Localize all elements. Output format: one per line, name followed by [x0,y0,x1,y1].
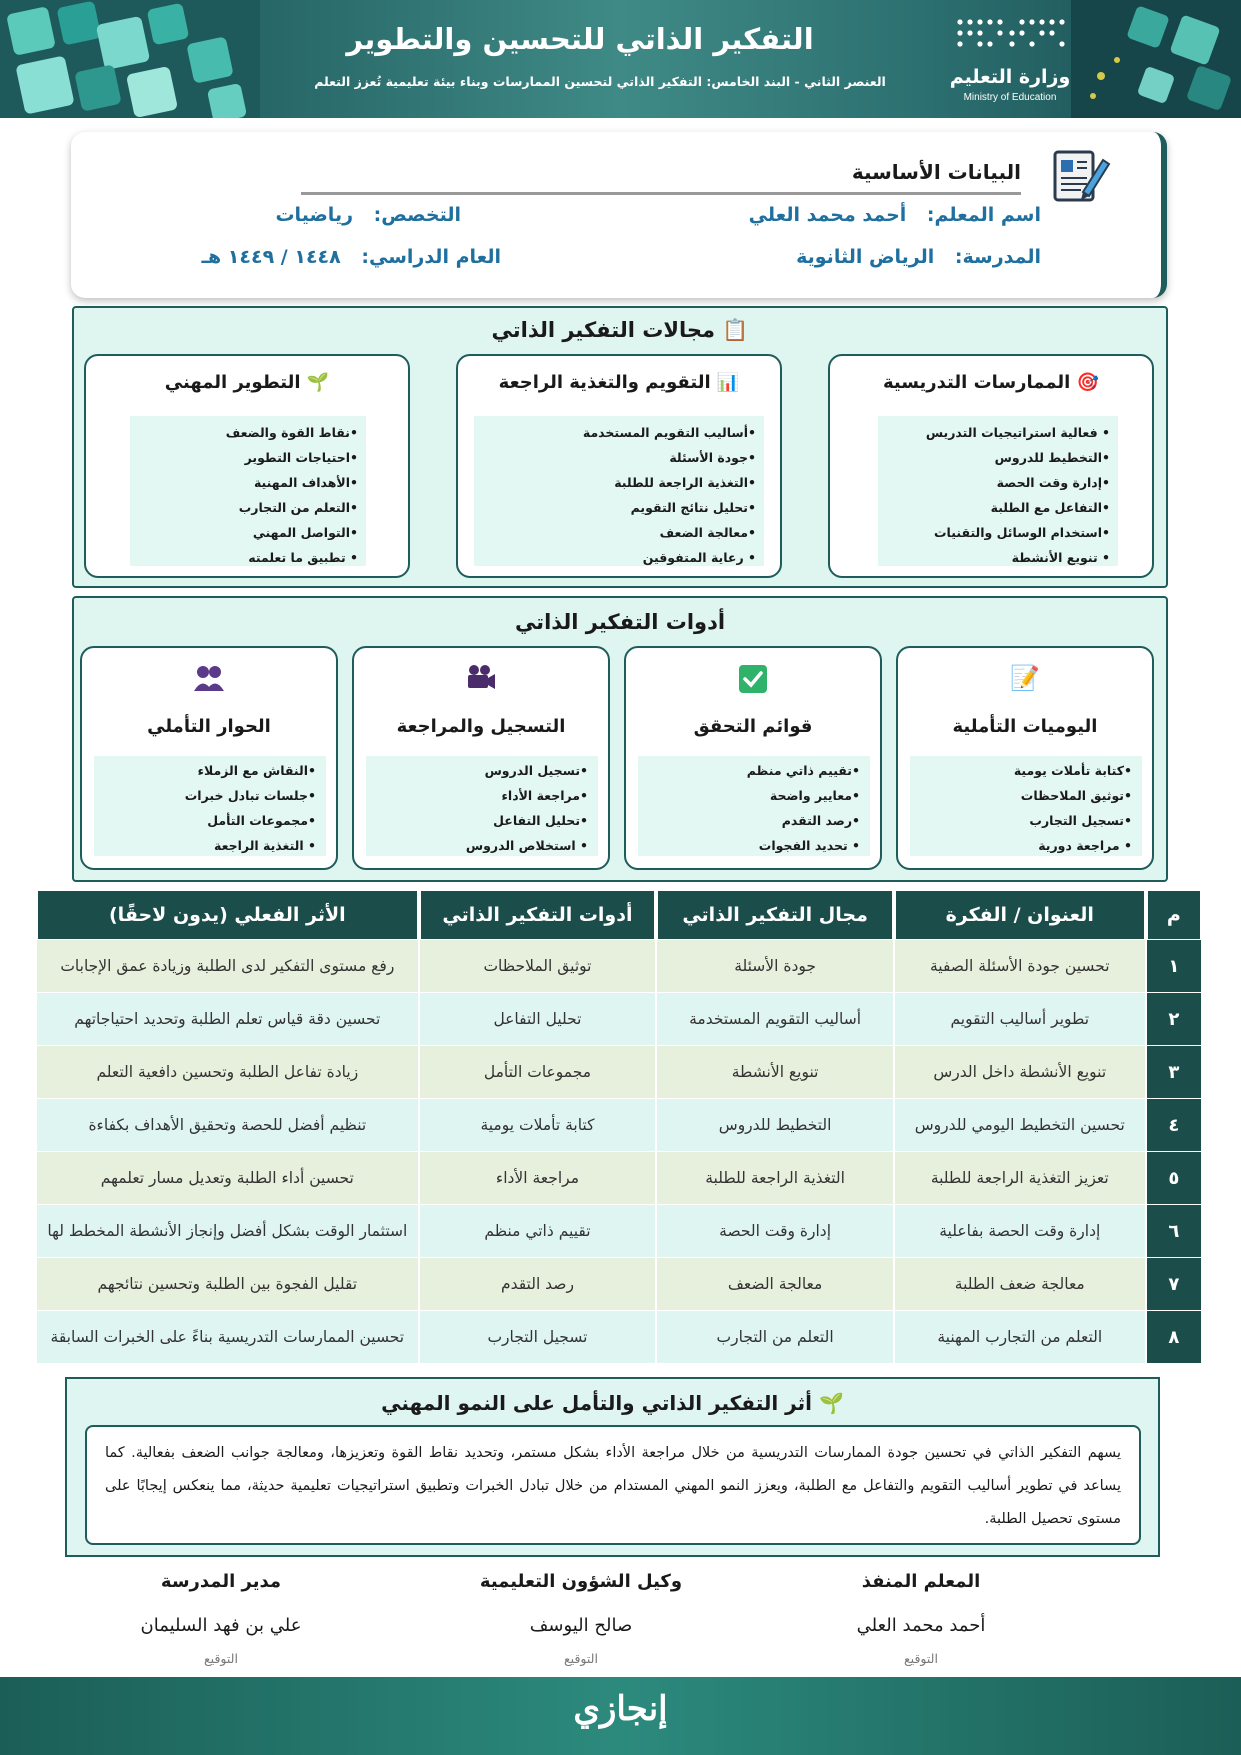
tool-items-list [366,756,598,856]
signature-name: علي بن فهد السليمان [140,1615,302,1636]
signature-teacher [771,1565,1071,1666]
column-header: الأثر الفعلي (يدون لاحقًا) [37,890,418,940]
table-cell: معالجة الضعف [657,1258,893,1311]
table-cell: كتابة تأملات يومية [420,1099,656,1152]
checkmark-icon [626,664,880,700]
table-cell: تحسين دقة قياس تعلم الطلبة وتحديد احتياجاتهم [37,993,418,1046]
table-cell: تقليل الفجوة بين الطلبة وتحسين نتائجهم [37,1258,418,1311]
domain-card-title: 🎯 الممارسات التدريسية [882,372,1100,393]
list-item: •تسجيل الدروس [484,763,588,778]
row-number: ٤ [1147,1099,1201,1152]
list-item: •تحليل نتائج التقويم [630,500,756,515]
column-header: العنوان / الفكرة [895,890,1145,940]
teacher-name-label: اسم المعلم: [926,204,1041,226]
list-item: •التخطيط للدروس [994,450,1110,465]
teacher-name-field [749,204,1041,226]
domain-card-title: 📊 التقويم والتغذية الراجعة [498,372,740,393]
table-cell: مجموعات التأمل [420,1046,656,1099]
clipboard-icon: 📋 [722,318,749,342]
column-header: مجال التفكير الذاتي [657,890,893,940]
list-item: •معالجة الضعف [659,525,756,540]
memo-icon: 📝 [1010,664,1040,692]
table-cell: تحليل التفاعل [420,993,656,1046]
basic-info-card [71,132,1167,298]
seedling-icon: 🌱 [818,1391,844,1415]
impact-section [65,1377,1160,1557]
table-cell: تحسين الممارسات التدريسية بناءً على الخبرات السابقة [37,1311,418,1364]
list-item: •جلسات تبادل خبرات [184,788,316,803]
video-camera-icon [354,664,608,698]
table-row [37,1311,1201,1364]
decorative-cubes-right [1071,0,1241,118]
page-subtitle: العنصر الثاني - البند الخامس: التفكير الذاتي لتحسين الممارسات وبناء بيئة تعليمية تُعزز التعلم [314,74,886,89]
school-value: الرياض الثانوية [796,246,935,268]
table-row [37,1258,1201,1311]
signature-label: التوقيع [904,1651,938,1666]
tool-items-list [910,756,1142,856]
row-number: ٧ [1147,1258,1201,1311]
impact-text: يسهم التفكير الذاتي في تحسين جودة الممارسات التدريسية من خلال مراجعة الأداء بشكل مستمر، وتحديد نقاط القوة وتعزيزها، ومعالجة جوانب الضعف بفعالية. كما يساعد في تطوير أساليب التقويم والتفاعل مع الطلبة، ويعزز النمو المهني المستدام من خلال تبادل الخبرات وتطبيق استراتيجيات تعليمية حديثة، مما ينعكس إيجابًا على مستوى تحصيل الطلبة. [85,1425,1141,1545]
ministry-name-ar: وزارة التعليم [949,66,1071,88]
table-cell: إدارة وقت الحصة بفاعلية [895,1205,1145,1258]
table-row [37,1152,1201,1205]
table-row [37,1099,1201,1152]
list-item: •توثيق الملاحظات [1020,788,1132,803]
academic-year-value: ١٤٤٨ / ١٤٤٩ هـ [201,246,341,268]
list-item: •معايير واضحة [769,788,860,803]
table-cell: تنظيم أفضل للحصة وتحقيق الأهداف بكفاءة [37,1099,418,1152]
list-item: •مراجعة الأداء [501,788,588,803]
table-header-row [37,890,1201,940]
table-cell: التعلم من التجارب المهنية [895,1311,1145,1364]
list-item: •جودة الأسئلة [669,450,756,465]
divider [301,192,1021,195]
table-cell: مراجعة الأداء [420,1152,656,1205]
signature-name: أحمد محمد العلي [856,1615,986,1636]
list-item: •التفاعل مع الطلبة [990,500,1110,515]
list-item: •التعلم من التجارب [238,500,358,515]
domain-items-list [130,416,366,566]
list-item: •استخدام الوسائل والتقنيات [933,525,1110,540]
specialty-value: رياضيات [275,204,354,226]
signature-role: وكيل الشؤون التعليمية [479,1571,683,1592]
bar-chart-icon: 📊 [716,372,740,393]
tool-card-title: قوائم التحقق [693,716,813,737]
column-header: أدوات التفكير الذاتي [420,890,656,940]
school-field [796,246,1041,268]
signature-label: التوقيع [204,1651,238,1666]
row-number: ٦ [1147,1205,1201,1258]
specialty-field [275,204,461,226]
target-icon: 🎯 [1076,372,1100,393]
academic-year-field [202,246,502,268]
table-cell: التعلم من التجارب [657,1311,893,1364]
table-cell: تحسين أداء الطلبة وتعديل مسار تعلمهم [37,1152,418,1205]
domains-title: 📋 مجالات التفكير الذاتي [491,318,749,342]
table-row [37,993,1201,1046]
people-icon [82,664,336,698]
list-item: •تقييم ذاتي منظم [746,763,860,778]
table-cell: تقييم ذاتي منظم [420,1205,656,1258]
table-cell: تعزيز التغذية الراجعة للطلبة [895,1152,1145,1205]
table-cell: تطوير أساليب التقويم [895,993,1145,1046]
table-cell: تحسين جودة الأسئلة الصفية [895,940,1145,993]
list-item: •النقاش مع الزملاء [197,763,316,778]
reflection-tools-section [72,596,1168,882]
tool-items-list [638,756,870,856]
list-item: • تنويع الأنشطة [1011,550,1110,565]
tool-card-title: التسجيل والمراجعة [396,716,566,737]
document-pen-icon [1051,146,1111,204]
table-cell: تسجيل التجارب [420,1311,656,1364]
list-item: • التغذية الراجعة [213,838,316,853]
tool-card-title: اليوميات التأملية [952,716,1098,737]
list-item: •التواصل المهني [252,525,358,540]
tool-card-recording-review [352,646,610,870]
domain-items-list [474,416,764,566]
specialty-label: التخصص: [373,204,461,226]
table-cell: التغذية الراجعة للطلبة [657,1152,893,1205]
domain-items-list [878,416,1118,566]
table-cell: تنويع الأنشطة [657,1046,893,1099]
tools-title: أدوات التفكير الذاتي [514,610,726,634]
list-item: •رصد التقدم [781,813,860,828]
list-item: • تطبيق ما تعلمته [248,550,358,565]
table-cell: تحسين التخطيط اليومي للدروس [895,1099,1145,1152]
enjazi-logo: إنجازي [573,1689,668,1729]
reflection-table [35,890,1203,1364]
tool-card-title: الحوار التأملي [147,716,271,737]
table-cell: استثمار الوقت بشكل أفضل وإنجاز الأنشطة المخطط لها [37,1205,418,1258]
reflection-domains-section [72,306,1168,588]
signature-role: مدير المدرسة [160,1571,282,1592]
domain-card-teaching-practices [828,354,1154,578]
column-header: م [1147,890,1201,940]
signature-label: التوقيع [564,1651,598,1666]
decorative-cubes-left [0,0,260,118]
list-item: •نقاط القوة والضعف [225,425,358,440]
list-item: •الأهداف المهنية [253,475,358,490]
list-item: • تحديد الفجوات [758,838,860,853]
list-item: •تسجيل التجارب [1029,813,1132,828]
table-cell: أساليب التقويم المستخدمة [657,993,893,1046]
list-item: •إدارة وقت الحصة [996,475,1110,490]
list-item: •احتياجات التطوير [244,450,358,465]
table-row [37,940,1201,993]
tool-card-reflective-dialogue [80,646,338,870]
row-number: ٥ [1147,1152,1201,1205]
table-cell: التخطيط للدروس [657,1099,893,1152]
table-row [37,1046,1201,1099]
list-item: •أساليب التقويم المستخدمة [582,425,756,440]
table-cell: رصد التقدم [420,1258,656,1311]
signature-principal [71,1565,371,1666]
ministry-dots-icon [952,16,1072,56]
basic-info-title: البيانات الأساسية [851,160,1021,184]
list-item: •التغذية الراجعة للطلبة [614,475,756,490]
table-cell: جودة الأسئلة [657,940,893,993]
seedling-icon: 🌱 [306,372,330,393]
row-number: ١ [1147,940,1201,993]
list-item: • مراجعة دورية [1038,838,1132,853]
ministry-logo [942,16,1078,108]
signature-role: المعلم المنفذ [861,1571,981,1592]
table-cell: توثيق الملاحظات [420,940,656,993]
academic-year-label: العام الدراسي: [361,246,501,268]
table-cell: تنويع الأنشطة داخل الدرس [895,1046,1145,1099]
table-cell: رفع مستوى التفكير لدى الطلبة وزيادة عمق الإجابات [37,940,418,993]
list-item: • استخلاص الدروس [465,838,588,853]
domain-card-professional-development [84,354,410,578]
table-cell: إدارة وقت الحصة [657,1205,893,1258]
row-number: ٣ [1147,1046,1201,1099]
row-number: ٢ [1147,993,1201,1046]
domain-card-assessment-feedback [456,354,782,578]
list-item: •مجموعات التأمل [207,813,316,828]
tool-card-checklists [624,646,882,870]
row-number: ٨ [1147,1311,1201,1364]
table-row [37,1205,1201,1258]
tool-items-list [94,756,326,856]
impact-title: 🌱 أثر التفكير الذاتي والتأمل على النمو المهني [381,1391,844,1415]
list-item: •كتابة تأملات يومية [1013,763,1132,778]
domain-card-title: 🌱 التطوير المهني [164,372,330,393]
page-title: التفكير الذاتي للتحسين والتطوير [346,22,814,56]
signature-vice-principal [431,1565,731,1666]
teacher-name-value: أحمد محمد العلي [748,204,907,226]
tool-card-reflective-journals [896,646,1154,870]
page-footer [0,1677,1241,1755]
list-item: • فعالية استراتيجيات التدريس [925,425,1110,440]
ministry-name-en: Ministry of Education [963,92,1057,103]
school-label: المدرسة: [954,246,1041,268]
signature-name: صالح اليوسف [529,1615,633,1636]
table-cell: زيادة تفاعل الطلبة وتحسين دافعية التعلم [37,1046,418,1099]
page-header [0,0,1241,118]
table-cell: معالجة ضعف الطلبة [895,1258,1145,1311]
list-item: •تحليل التفاعل [493,813,588,828]
list-item: • رعاية المتفوقين [642,550,756,565]
